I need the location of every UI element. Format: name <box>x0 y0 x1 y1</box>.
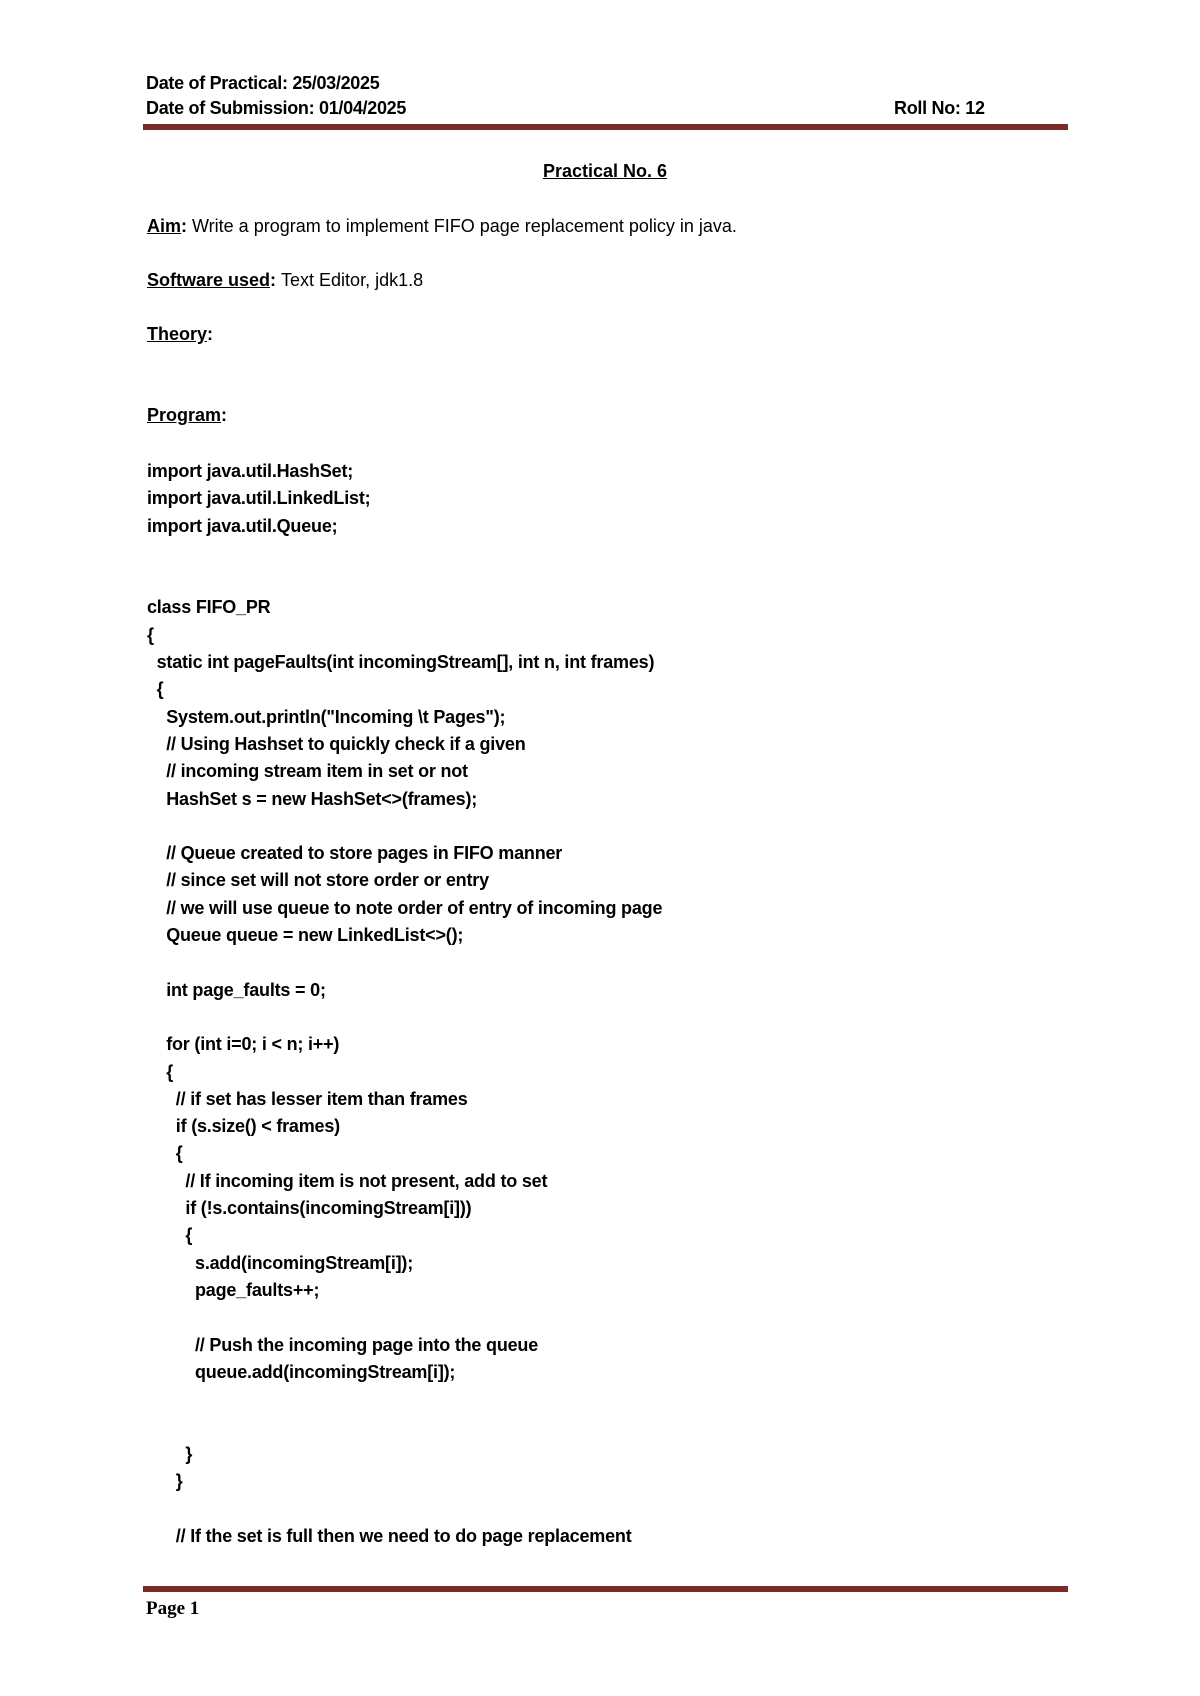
page-number: Page 1 <box>146 1598 200 1619</box>
code-line: { <box>147 1143 183 1164</box>
code-line: import java.util.LinkedList; <box>147 488 371 509</box>
code-line <box>147 1495 662 1522</box>
code-line: // If the set is full then we need to do page replacement <box>147 1525 632 1546</box>
theory-section: Theory: <box>147 324 214 344</box>
code-line: // if set has lesser item than frames <box>147 1088 468 1109</box>
code-line: } <box>147 1470 183 1491</box>
software-text: Text Editor, jdk1.8 <box>281 270 424 290</box>
code-line <box>147 540 662 567</box>
code-line: if (!s.contains(incomingStream[i])) <box>147 1198 472 1219</box>
code-line: for (int i=0; i < n; i++) <box>147 1034 340 1055</box>
theory-label: Theory <box>147 324 208 344</box>
code-line <box>147 1386 662 1413</box>
aim-text: Write a program to implement FIFO page replacement policy in java. <box>192 216 737 236</box>
aim-label: Aim <box>147 216 182 236</box>
code-listing <box>147 458 662 1550</box>
code-line <box>147 1413 662 1440</box>
code-line: } <box>147 1443 193 1464</box>
program-section: Program: <box>147 405 228 425</box>
code-line: // we will use queue to note order of entry of incoming page <box>147 897 663 918</box>
code-line <box>147 1004 662 1031</box>
code-line <box>147 1304 662 1331</box>
aim-section: Aim: Write a program to implement FIFO page replacement policy in java. <box>147 216 737 236</box>
code-line: // Queue created to store pages in FIFO manner <box>147 843 563 864</box>
code-line <box>147 567 662 594</box>
date-of-submission: Date of Submission: 01/04/2025 <box>146 98 407 118</box>
code-line: // since set will not store order or entry <box>147 870 489 891</box>
code-line: // incoming stream item in set or not <box>147 761 468 782</box>
code-line: import java.util.Queue; <box>147 515 338 536</box>
header-divider <box>143 124 1068 130</box>
code-line: { <box>147 1225 193 1246</box>
code-line: // If incoming item is not present, add to set <box>147 1170 548 1191</box>
code-line: // Using Hashset to quickly check if a given <box>147 733 526 754</box>
code-line: // Push the incoming page into the queue <box>147 1334 539 1355</box>
code-line: HashSet s = new HashSet<>(frames); <box>147 788 478 809</box>
page-title: Practical No. 6 <box>542 161 668 181</box>
program-label: Program <box>147 405 222 425</box>
code-line: int page_faults = 0; <box>147 979 326 1000</box>
software-label: Software used <box>147 270 271 290</box>
code-line: s.add(incomingStream[i]); <box>147 1252 414 1273</box>
code-line: class FIFO_PR <box>147 597 271 618</box>
software-section: Software used: Text Editor, jdk1.8 <box>147 270 424 290</box>
code-line: System.out.println("Incoming \t Pages"); <box>147 706 506 727</box>
date-of-practical: Date of Practical: 25/03/2025 <box>146 73 380 93</box>
roll-number: Roll No: 12 <box>894 98 985 118</box>
code-line <box>147 813 662 840</box>
code-line: { <box>147 1061 174 1082</box>
code-line: queue.add(incomingStream[i]); <box>147 1361 456 1382</box>
code-line: { <box>147 624 154 645</box>
code-line: { <box>147 679 164 700</box>
code-line: page_faults++; <box>147 1279 320 1300</box>
code-line: static int pageFaults(int incomingStream[], int n, int frames) <box>147 652 655 673</box>
code-line: if (s.size() < frames) <box>147 1116 340 1137</box>
footer-divider <box>143 1586 1068 1592</box>
code-line <box>147 949 662 976</box>
code-line: import java.util.HashSet; <box>147 461 354 481</box>
code-line: Queue queue = new LinkedList<>(); <box>147 925 464 946</box>
